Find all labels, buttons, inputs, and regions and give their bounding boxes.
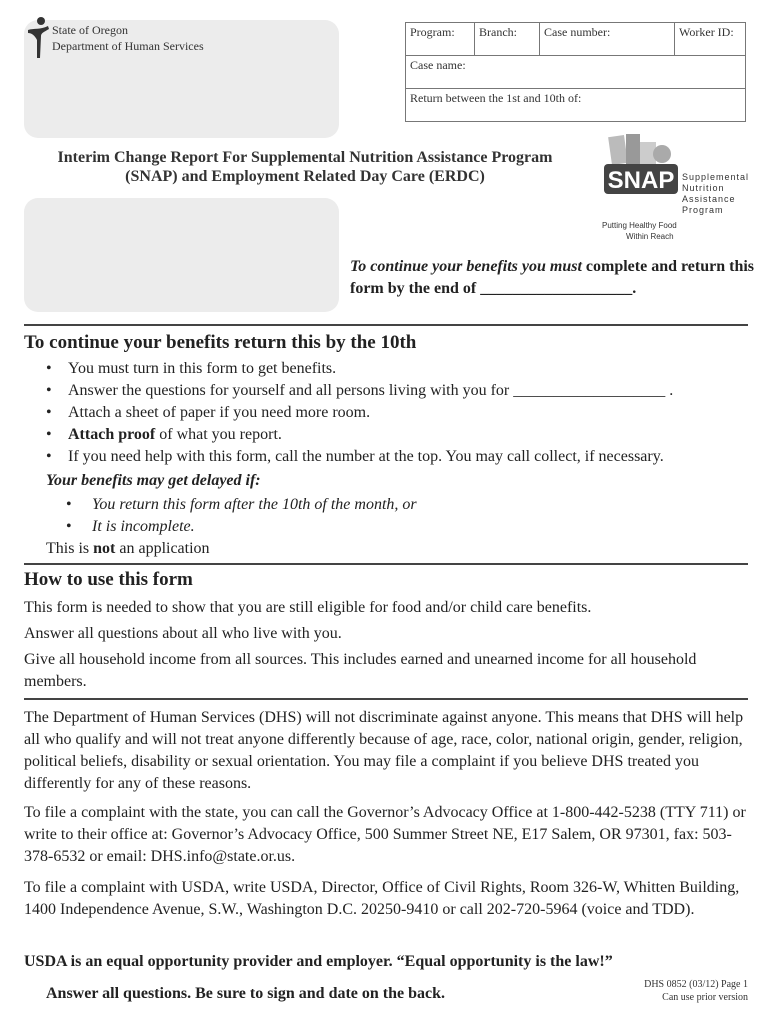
- form-title: Interim Change Report For Supplemental Nutrition Assistance Program (SNAP) and Employment Related Day Care (ERDC): [57, 149, 553, 185]
- requirements-list: [46, 358, 673, 468]
- snap-word: SNAP: [607, 167, 675, 194]
- how-to-p1: This form is needed to show that you are still eligible for food and/or child care benefits.: [24, 599, 592, 616]
- section1-heading: To continue your benefits return this by the 10th: [24, 332, 417, 353]
- list-item: • Attach proof of what you report.: [46, 424, 673, 446]
- delay-title: Your benefits may get delayed if:: [46, 472, 261, 489]
- oregon-dhs-logo-icon: [26, 16, 52, 60]
- answer-all-note: Answer all questions. Be sure to sign and date on the back.: [46, 985, 446, 1002]
- branch-field[interactable]: Branch:: [475, 23, 540, 56]
- section-divider: [24, 563, 748, 565]
- list-item: • If you need help with this form, call the number at the top. You may call collect, if necessary.: [46, 446, 673, 468]
- list-item: • Attach a sheet of paper if you need more room.: [46, 402, 673, 424]
- snap-line-1: Supplemental: [682, 172, 750, 182]
- snap-line-3: Assistance: [682, 194, 736, 204]
- nondiscrimination-p1: The Department of Human Services (DHS) will not discriminate against anyone. This means that DHS will help all who qualify and will not treat anyone differently because of age, race, color, national origin, gender, religion, political beliefs, disability or sexual orientation. You may file a complaint if you believe DHS treated you differently for any of these reasons.: [24, 709, 744, 792]
- case-info-table: [405, 22, 746, 122]
- state-complaint-p: To file a complaint with the state, you can call the Governor’s Advocacy Office at 1-800-442-5238 (TTY 711) or write to their office at: Governor’s Advocacy Office, 500 Summer Street NE, E17 Salem, OR 97301, fax: 503-378-6532 or email: DHS.info@state.or.us.: [24, 804, 746, 865]
- program-field[interactable]: Program:: [406, 23, 475, 56]
- continue-notice: To continue your benefits you must complete and return this form by the end of ___________________.: [350, 258, 755, 297]
- agency-department: Department of Human Services: [52, 39, 204, 53]
- not-application-note: This is not an application: [46, 540, 210, 557]
- agency-box: [24, 20, 339, 138]
- return-period-field[interactable]: Return between the 1st and 10th of:: [406, 89, 746, 122]
- case-name-field[interactable]: Case name:: [406, 56, 746, 89]
- usda-complaint-p: To file a complaint with USDA, write USDA, Director, Office of Civil Rights, Room 326-W, Whitten Building, 1400 Independence Avenue, S.W., Washington D.C. 20250-9410 or call 202-720-5964 (voice and TDD).: [24, 879, 740, 918]
- snap-tagline-2: Within Reach: [626, 232, 674, 241]
- list-item: • You return this form after the 10th of the month, or: [66, 494, 417, 516]
- list-item: • It is incomplete.: [66, 516, 417, 538]
- worker-id-field[interactable]: Worker ID:: [675, 23, 746, 56]
- snap-line-4: Program: [682, 205, 724, 215]
- delay-list: [66, 494, 417, 538]
- how-to-p2: Answer all questions about all who live with you.: [24, 625, 342, 642]
- list-item: • You must turn in this form to get benefits.: [46, 358, 673, 380]
- address-window: [24, 198, 339, 312]
- agency-state: State of Oregon: [52, 23, 128, 37]
- usda-statement: USDA is an equal opportunity provider and employer. “Equal opportunity is the law!”: [24, 953, 613, 970]
- snap-logo: [596, 130, 756, 245]
- case-number-field[interactable]: Case number:: [540, 23, 675, 56]
- list-item: • Answer the questions for yourself and all persons living with you for ___________________ .: [46, 380, 673, 402]
- how-to-p3: Give all household income from all sources. This includes earned and unearned income for all household members.: [24, 651, 697, 690]
- form-number: DHS 0852 (03/12) Page 1 Can use prior version: [644, 979, 748, 1003]
- section2-heading: How to use this form: [24, 569, 193, 590]
- section-divider: [24, 324, 748, 326]
- section-divider: [24, 698, 748, 700]
- snap-line-2: Nutrition: [682, 183, 725, 193]
- snap-tagline-1: Putting Healthy Food: [602, 221, 677, 230]
